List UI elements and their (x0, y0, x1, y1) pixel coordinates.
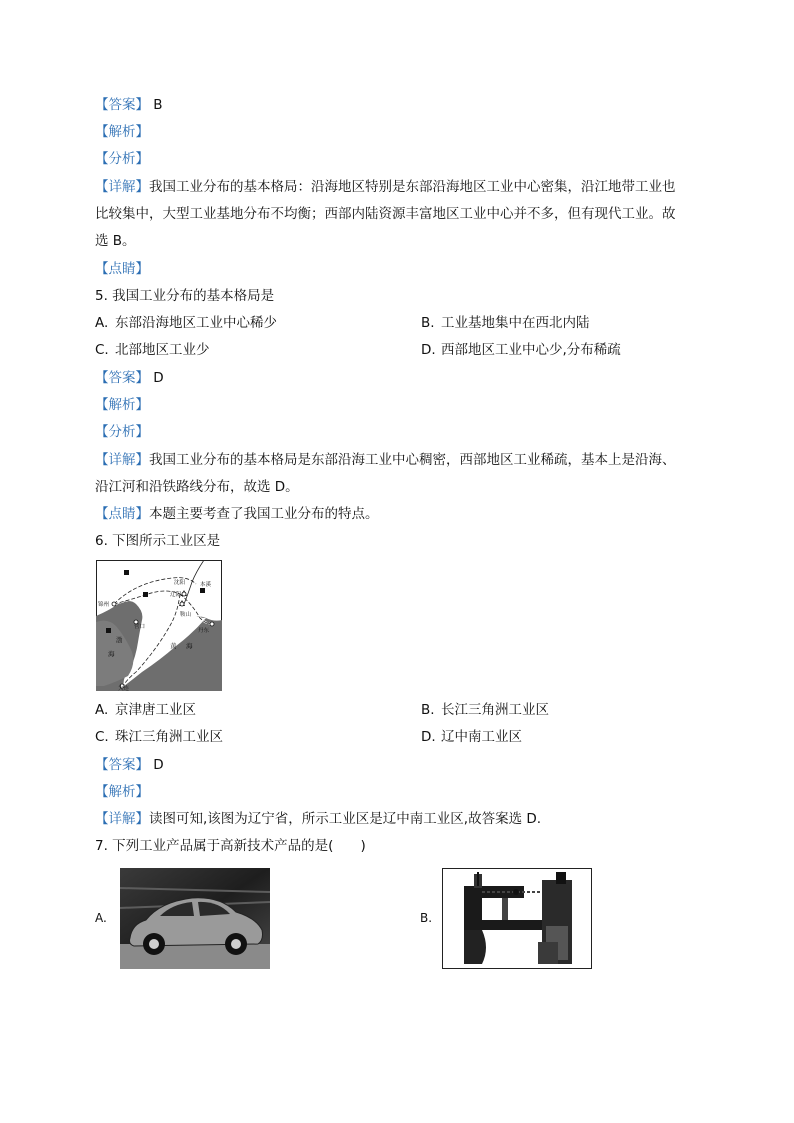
q5-comment-line (95, 505, 379, 523)
q4-detail-line2: 比较集中，大型工业基地分布不均衡；西部内陆资源丰富地区工业中心并不多，但有现代工业。故 (95, 206, 676, 222)
comment-tag: 【点睛】 (95, 261, 149, 277)
q4-detail-line1 (95, 178, 676, 196)
answer-tag: 【答案】 (95, 97, 149, 113)
q5-option-b: B. 工业基地集中在西北内陆 (421, 315, 590, 331)
map-label-bo: 渤 (116, 636, 123, 644)
map-label-benxi: 本溪 (200, 582, 212, 588)
q6-option-a: A. 京津唐工业区 (95, 702, 196, 718)
q5-option-c: C. 北部地区工业少 (95, 342, 210, 358)
answer-tag: 【答案】 (95, 757, 149, 773)
q5-option-d: D. 西部地区工业中心少,分布稀疏 (421, 342, 621, 358)
q4-detail-line3: 选 B。 (95, 233, 136, 249)
liaoning-map (96, 560, 222, 691)
fenxi-tag: 【分析】 (95, 424, 149, 440)
map-label-jinzhou: 锦州 (98, 602, 110, 608)
q6-option-b: B. 长江三角洲工业区 (421, 702, 549, 718)
map-label-liaoyang: 辽阳 (170, 592, 182, 598)
detail-text: 我国工业分布的基本格局是东部沿海工业中心稠密，西部地区工业稀疏，基本上是沿海、 (149, 452, 676, 468)
q6-option-d: D. 辽中南工业区 (421, 729, 522, 745)
answer-value: D (153, 757, 164, 773)
answer-value: D (153, 370, 164, 386)
map-label-dandong: 丹东 (198, 628, 210, 634)
map-label-hai-bohai: 海 (108, 650, 115, 658)
q4-answer-line (95, 96, 163, 114)
q6-stem: 6. 下图所示工业区是 (95, 533, 221, 549)
q5-stem: 5. 我国工业分布的基本格局是 (95, 288, 275, 304)
map-label-yingkou: 营口 (134, 624, 146, 630)
map-label-shenyang: 沈阳 (174, 580, 186, 586)
q5-detail-line2: 沿江河和沿铁路线分布，故选 D。 (95, 479, 299, 495)
map-label-dalian: 大连 (118, 686, 130, 691)
analysis-tag: 【解析】 (95, 784, 149, 800)
q7-option-b-label: B. (420, 911, 433, 925)
answer-value: B (153, 97, 163, 113)
map-label-anshan: 鞍山 (180, 612, 192, 618)
detail-tag: 【详解】 (95, 811, 149, 827)
comment-tag: 【点睛】 (95, 506, 149, 522)
comment-text: 本题主要考查了我国工业分布的特点。 (149, 506, 379, 522)
car-photo (120, 868, 270, 969)
q5-detail-line1 (95, 451, 676, 469)
q7-stem: 7. 下列工业产品属于高新技术产品的是( ) (95, 838, 366, 854)
map-label-huang: 黄 (170, 642, 177, 650)
map-label-hai-huanghai: 海 (186, 642, 193, 650)
analysis-tag: 【解析】 (95, 397, 149, 413)
answer-tag: 【答案】 (95, 370, 149, 386)
detail-tag: 【详解】 (95, 452, 149, 468)
detail-tag: 【详解】 (95, 179, 149, 195)
q6-answer-line (95, 756, 164, 774)
detail-text: 我国工业分布的基本格局：沿海地区特别是东部沿海地区工业中心密集，沿江地带工业也 (149, 179, 676, 195)
detail-text: 读图可知,该图为辽宁省，所示工业区是辽中南工业区,故答案选 D. (149, 811, 542, 827)
machine-tool-photo (442, 868, 592, 969)
fenxi-tag: 【分析】 (95, 151, 149, 167)
q7-option-a-label: A. (95, 911, 107, 925)
q5-answer-line (95, 369, 164, 387)
q5-option-a: A. 东部沿海地区工业中心稀少 (95, 315, 277, 331)
q6-detail-line (95, 810, 541, 828)
q6-option-c: C. 珠江三角洲工业区 (95, 729, 223, 745)
analysis-tag: 【解析】 (95, 124, 149, 140)
